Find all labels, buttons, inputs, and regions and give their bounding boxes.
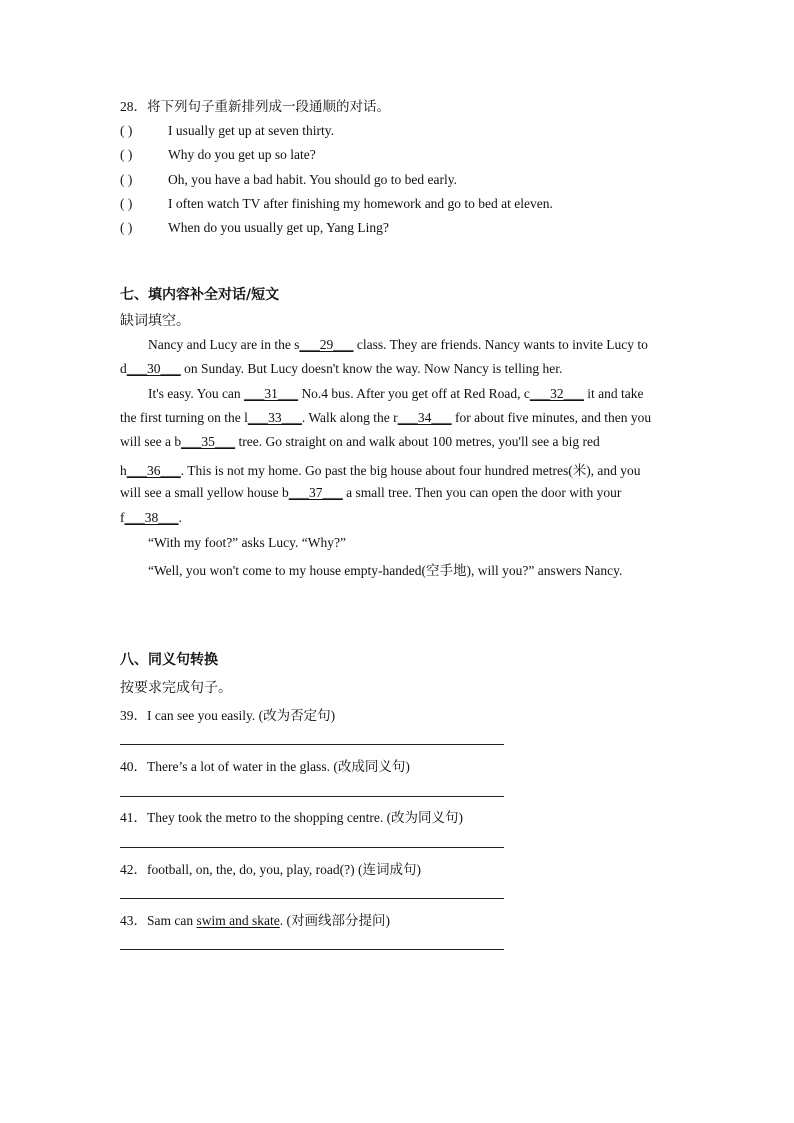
passage-text: class. They are friends. Nancy wants to invite Lucy to (353, 337, 648, 352)
passage-text: will see a b (120, 434, 182, 449)
passage-text: will see a small yellow house b (120, 485, 289, 500)
question-39: 39．I can see you easily. (改为否定句) (120, 708, 336, 723)
answer-line-39[interactable] (120, 744, 504, 745)
blank-36[interactable]: ___36___ (126, 463, 181, 478)
q28-item-4 (120, 196, 553, 212)
passage-line-7 (120, 485, 621, 501)
q28-item-2 (120, 147, 316, 163)
blank-38[interactable]: ___38___ (124, 510, 179, 525)
answer-line-40[interactable] (120, 796, 504, 797)
answer-paren[interactable]: ( ) (120, 172, 133, 187)
blank-29[interactable]: ___29___ (299, 337, 354, 352)
answer-paren[interactable]: ( ) (120, 196, 133, 211)
q28-sentence: I often watch TV after finishing my homework and go to bed at eleven. (168, 196, 553, 211)
blank-33[interactable]: ___33___ (247, 410, 302, 425)
passage-text: It's easy. You can (148, 386, 245, 401)
passage-line-6 (120, 459, 641, 479)
blank-31[interactable]: ___31___ (244, 386, 299, 401)
blank-37[interactable]: ___37___ (288, 485, 343, 500)
q28-item-5 (120, 220, 389, 236)
passage-text: . Walk along the r (301, 410, 398, 425)
passage-line-4 (120, 410, 651, 426)
blank-30[interactable]: ___30___ (126, 361, 181, 376)
passage-line-3 (148, 386, 644, 402)
q28-sentence: I usually get up at seven thirty. (168, 123, 334, 138)
passage-text: for about five minutes, and then you (451, 410, 652, 425)
passage-text: . (178, 510, 182, 525)
passage-text: tree. Go straight on and walk about 100 metres, you'll see a big red (235, 434, 600, 449)
question-43 (120, 909, 390, 929)
q28-item-1 (120, 123, 334, 139)
passage-text: it and take (583, 386, 644, 401)
passage-quote-2: “Well, you won't come to my house empty-handed(空手地), will you?” answers Nancy. (148, 563, 623, 578)
answer-paren[interactable]: ( ) (120, 123, 133, 138)
passage-text: the first turning on the l (120, 410, 248, 425)
passage-line-8 (120, 510, 182, 526)
question-40: 40．There’s a lot of water in the glass. (改成同义句) (120, 759, 410, 774)
blank-34[interactable]: ___34___ (397, 410, 452, 425)
passage-line-2 (120, 361, 562, 377)
answer-paren[interactable]: ( ) (120, 220, 133, 235)
blank-35[interactable]: ___35___ (181, 434, 236, 449)
passage-line-1 (148, 337, 648, 353)
answer-line-43[interactable] (120, 949, 504, 950)
passage-text: a small tree. Then you can open the door with your (342, 485, 622, 500)
q28-title: 28．将下列句子重新排列成一段通顺的对话。 (120, 99, 390, 114)
passage-text: . This is not my home. Go past the big house about four hundred metres(米), and you (180, 463, 641, 478)
passage-text: No.4 bus. After you get off at Red Road, c (298, 386, 530, 401)
question-43-suffix: . (对画线部分提问) (279, 913, 390, 928)
question-41: 41．They took the metro to the shopping centre. (改为同义句) (120, 810, 464, 825)
passage-text: Nancy and Lucy are in the s (148, 337, 300, 352)
q28-sentence: Oh, you have a bad habit. You should go to bed early. (168, 172, 457, 187)
passage-line-5 (120, 434, 600, 450)
section-7-heading: 七、填内容补全对话/短文 (120, 287, 280, 303)
underlined-phrase: swim and skate (196, 913, 280, 928)
q28-sentence: Why do you get up so late? (168, 147, 316, 162)
section-8-heading: 八、同义句转换 (120, 652, 218, 668)
passage-text: d (120, 361, 127, 376)
section-7-instruction: 缺词填空。 (120, 313, 190, 329)
section-8-instruction: 按要求完成句子。 (120, 680, 232, 696)
question-42: 42．football, on, the, do, you, play, road(?) (连词成句) (120, 862, 421, 877)
q28-item-3 (120, 172, 457, 188)
blank-32[interactable]: ___32___ (529, 386, 584, 401)
passage-quote-1: “With my foot?” asks Lucy. “Why?” (148, 535, 347, 550)
passage-text: f (120, 510, 125, 525)
question-43-prefix: 43．Sam can (120, 913, 197, 928)
answer-line-42[interactable] (120, 898, 504, 899)
answer-paren[interactable]: ( ) (120, 147, 133, 162)
q28-sentence: When do you usually get up, Yang Ling? (168, 220, 389, 235)
passage-text: h (120, 463, 127, 478)
answer-line-41[interactable] (120, 847, 504, 848)
passage-text: on Sunday. But Lucy doesn't know the way. Now Nancy is telling her. (180, 361, 563, 376)
